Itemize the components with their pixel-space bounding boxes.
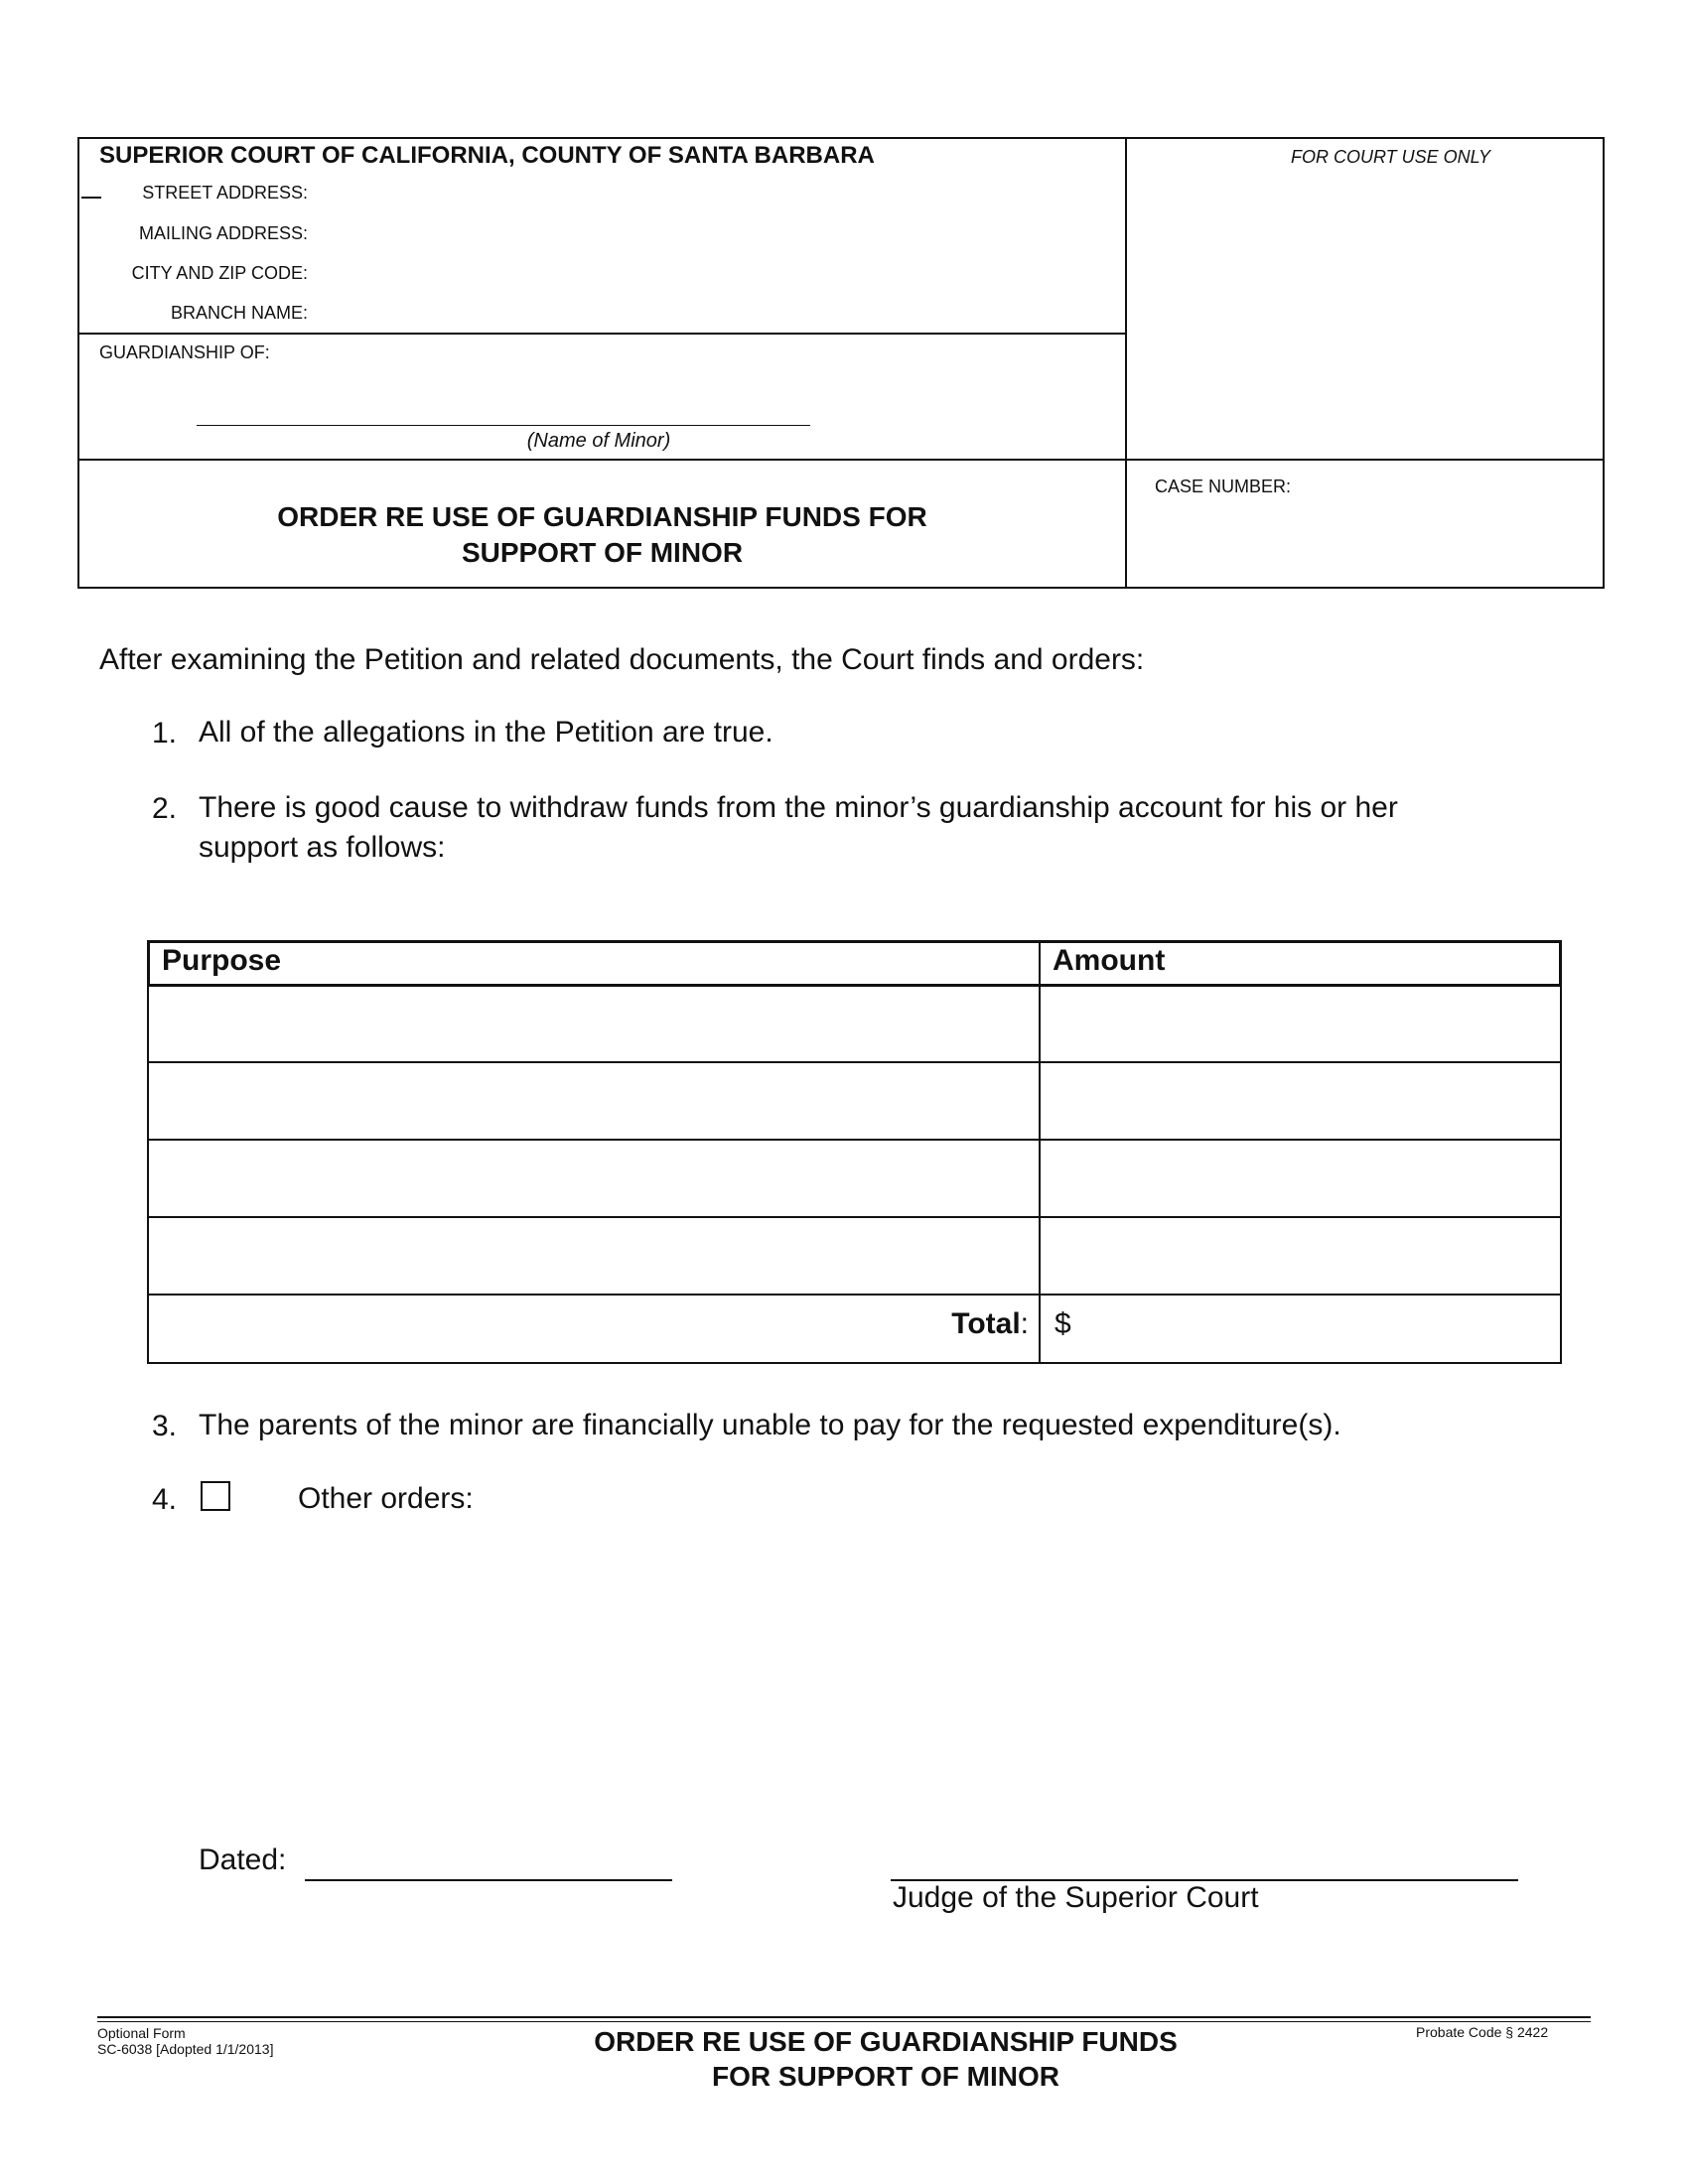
intro-text: After examining the Petition and related documents, the Court finds and orders: [99,643,1145,676]
footer-rule [97,2016,1591,2018]
amount-cell-row-4[interactable] [1042,1219,1560,1293]
form-title-line2: SUPPORT OF MINOR [461,537,744,568]
total-label: Total: [951,1307,1029,1340]
footer-title [496,2024,1275,2094]
item-4-number: 4. [151,1483,177,1516]
funds-table-column-divider [1039,940,1041,1364]
item-2-line1: There is good cause to withdraw funds from the minor’s guardianship account for his or her [199,791,1398,824]
form-id: SC-6038 [Adopted 1/1/2013] [97,2041,274,2057]
judge-label: Judge of the Superior Court [893,1881,1259,1914]
other-orders-checkbox[interactable] [201,1481,230,1511]
guardianship-label: GUARDIANSHIP OF: [99,342,270,362]
street-address-label: STREET ADDRESS: [142,183,308,203]
funds-table-header [147,940,1562,987]
item-2-number: 2. [151,792,177,825]
purpose-header: Purpose [162,944,282,977]
date-field[interactable] [305,1879,672,1881]
item-3-text: The parents of the minor are financially unable to pay for the requested expenditure(s). [199,1409,1341,1441]
form-title [79,499,1125,571]
amount-cell-row-1[interactable] [1042,989,1560,1060]
city-zip-label: CITY AND ZIP CODE: [131,263,308,283]
purpose-cell-row-4[interactable] [149,1219,1038,1293]
table-row-divider [147,1139,1562,1141]
case-number-label: CASE NUMBER: [1155,477,1292,496]
caption-divider-h2 [77,459,1605,461]
item-3-number: 3. [151,1410,177,1442]
table-row-divider [147,1216,1562,1218]
caption-divider [1125,137,1127,589]
form-title-line1: ORDER RE USE OF GUARDIANSHIP FUNDS FOR [277,501,927,532]
purpose-cell-row-1[interactable] [149,989,1038,1060]
branch-name-label: BRANCH NAME: [170,303,308,323]
footer-rule-thin [97,2021,1591,2022]
court-use-label: FOR COURT USE ONLY [1291,147,1491,167]
footer-title-line2: FOR SUPPORT OF MINOR [712,2061,1059,2092]
item-1-number: 1. [151,717,177,750]
item-2-line2: support as follows: [199,831,446,864]
item-4-text: Other orders: [298,1482,474,1515]
total-amount-field[interactable]: $ [1055,1307,1071,1340]
amount-header: Amount [1053,944,1166,977]
footer-title-line1: ORDER RE USE OF GUARDIANSHIP FUNDS [594,2026,1178,2057]
form-type: Optional Form [97,2025,186,2041]
purpose-cell-row-2[interactable] [149,1064,1038,1138]
amount-cell-row-2[interactable] [1042,1064,1560,1138]
purpose-cell-row-3[interactable] [149,1142,1038,1215]
minor-name-field[interactable] [197,425,810,426]
dated-label: Dated: [199,1843,287,1876]
table-row-divider [147,1061,1562,1063]
total-label-text: Total [951,1307,1021,1340]
item-1-text: All of the allegations in the Petition are true. [199,716,774,749]
code-reference: Probate Code § 2422 [1416,2024,1549,2040]
table-row-divider [147,1294,1562,1296]
mailing-address-label: MAILING ADDRESS: [138,223,308,243]
item-2-text [199,788,1398,868]
amount-cell-row-3[interactable] [1042,1142,1560,1215]
court-name: SUPERIOR COURT OF CALIFORNIA, COUNTY OF SANTA BARBARA [99,142,875,169]
minor-name-caption: (Name of Minor) [526,430,671,452]
caption-divider-h1 [77,333,1127,335]
